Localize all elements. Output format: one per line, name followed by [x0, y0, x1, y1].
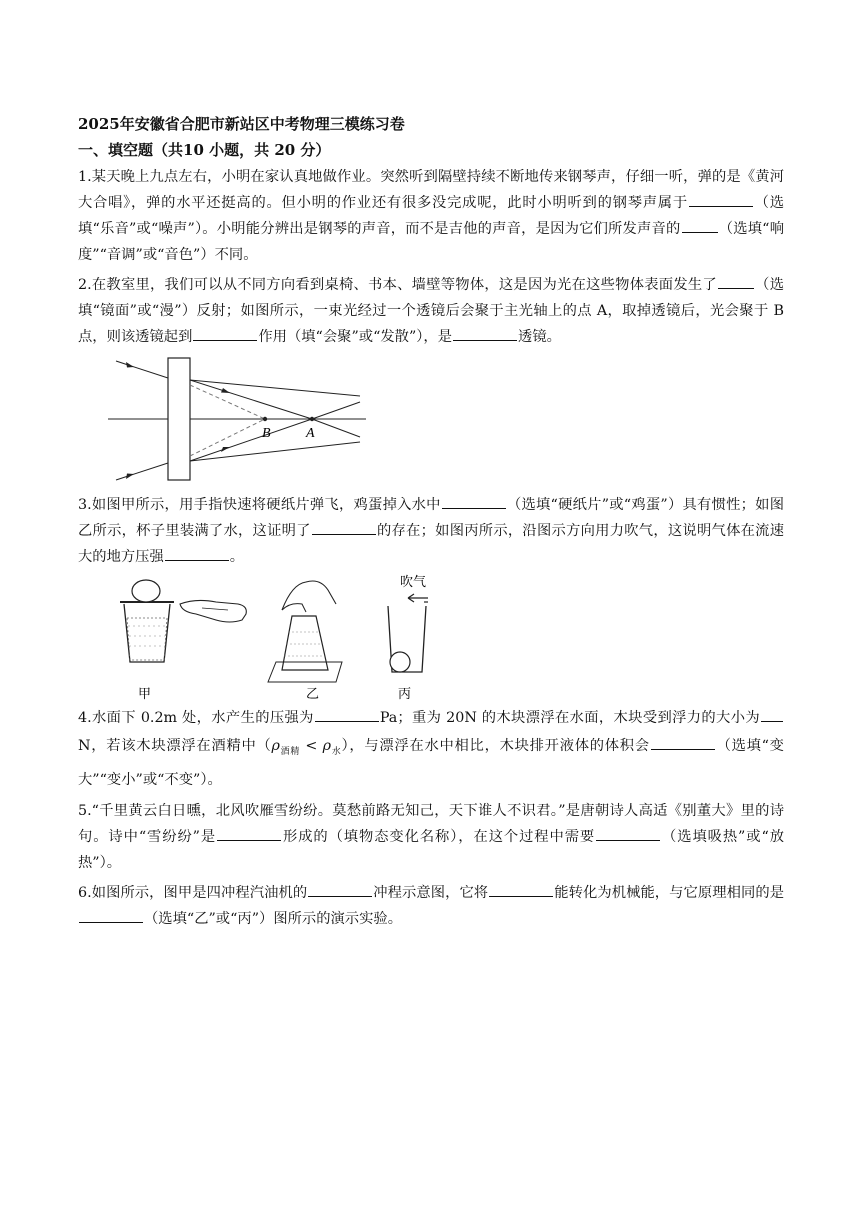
q3-text-b: （选填“硬纸片”或“鸡蛋”）具有惯性；如图乙所示，杯子里装满了水，这证明了 — [78, 497, 785, 539]
rho-symbol: ρ — [271, 738, 280, 754]
question-5 — [78, 798, 784, 876]
question-3 — [78, 492, 784, 570]
section-heading: 一、填空题（共10 小题，共 20 分） — [78, 141, 331, 159]
answer-blank[interactable] — [312, 519, 376, 535]
q2-text-b: （选填“镜面”或“漫”）反射；如图所示，一束光经过一个透镜后会聚于主光轴上的点 A，取掉透镜后，光会聚于 B 点，则该透镜起到 — [78, 277, 785, 345]
q4-text-e: （选填“变大”“变小”或“不变”）。 — [78, 738, 784, 788]
answer-blank[interactable] — [193, 325, 257, 341]
question-6 — [78, 880, 784, 932]
q6-text-a: 6.如图所示，图甲是四冲程汽油机的 — [78, 884, 308, 901]
label-blow: 吹气 — [400, 574, 427, 589]
q6-text-c: 能转化为机械能，与它原理相同的是 — [554, 884, 785, 901]
question-1 — [78, 164, 784, 268]
q1-text-b: （选填“乐音”或“噪声”）。小明能分辨出是钢琴的声音，而不是吉他的声音，是因为它们所发声音的 — [78, 195, 784, 237]
question-4 — [78, 704, 784, 794]
q3-text-d: 。 — [229, 549, 245, 565]
answer-blank[interactable] — [315, 706, 379, 722]
q2-text-a: 2.在教室里，我们可以从不同方向看到桌椅、书本、墙壁等物体，这是因为光在这些物体表面发生了 — [78, 277, 717, 293]
q5-text-c: （选填吸热”或“放热”）。 — [78, 828, 784, 871]
label-b: B — [262, 426, 271, 441]
question-2 — [78, 272, 784, 350]
q2-text-d: 透镜。 — [518, 329, 561, 345]
label-yi: 乙 — [306, 686, 320, 701]
answer-blank[interactable] — [217, 825, 281, 841]
q6-text-d: （选填“乙”或“丙”）图所示的演示实验。 — [144, 910, 402, 927]
q1-text-a: 1.某天晚上九点左右，小明在家认真地做作业。突然听到隔壁持续不断地传来钢琴声，仔细一听，弹的是《黄河大合唱》，弹的水平还挺高的。但小明的作业还有很多没完成呢，此时小明听到的钢琴声属于 — [78, 169, 784, 211]
answer-blank[interactable] — [453, 325, 517, 341]
q5-text-b: 形成的（填物态变化名称），在这个过程中需要 — [282, 828, 596, 845]
q2-text-c: 作用（填“会聚”或“发散”），是 — [258, 329, 453, 345]
answer-blank[interactable] — [682, 217, 718, 233]
q4-text-b: Pa；重为 20N 的木块漂浮在水面，木块受到浮力的大小为 — [379, 710, 760, 726]
subscript-water: 水 — [331, 746, 342, 757]
exam-page — [78, 112, 784, 936]
q4-text-c: N，若该木块漂浮在酒精中（ — [78, 738, 272, 754]
answer-blank[interactable] — [308, 881, 372, 897]
rho-symbol: ρ — [322, 738, 332, 754]
answer-blank[interactable] — [718, 273, 754, 289]
answer-blank[interactable] — [651, 734, 715, 750]
q4-text-d: ），与漂浮在水中相比，木块排开液体的体积会 — [341, 738, 650, 754]
answer-blank[interactable] — [689, 191, 753, 207]
label-a: A — [306, 426, 315, 441]
answer-blank[interactable] — [442, 493, 506, 509]
figure-jia — [120, 580, 246, 701]
q1-text-c: （选填“响度”“音调”或“音色”）不同。 — [78, 221, 784, 263]
exam-title: 2025年安徽省合肥市新站区中考物理三模练习卷 — [78, 115, 405, 133]
label-bing: 丙 — [398, 686, 412, 701]
q6-text-b: 冲程示意图，它将 — [373, 884, 489, 901]
figure-bing — [388, 574, 428, 701]
inertia-pressure-figure — [106, 574, 466, 702]
answer-blank[interactable] — [596, 825, 660, 841]
q4-text-a: 4.水面下 0.2m 处，水产生的压强为 — [78, 710, 314, 726]
less-than: < — [300, 738, 323, 754]
answer-blank[interactable] — [79, 907, 143, 923]
subscript-alcohol: 酒精 — [279, 746, 301, 757]
q3-text-c: 的存在；如图丙所示，沿图示方向用力吹气，这说明气体在流速大的地方压强 — [78, 523, 785, 565]
answer-blank[interactable] — [489, 881, 553, 897]
q5-text-a: 5.“千里黄云白日曛，北风吹雁雪纷纷。莫愁前路无知己，天下谁人不识君。”是唐朝诗人高适《别董大》里的诗句。诗中“雪纷纷”是 — [78, 802, 784, 845]
figure-yi — [268, 581, 342, 701]
q3-text-a: 3.如图甲所示，用手指快速将硬纸片弹飞，鸡蛋掉入水中 — [78, 497, 441, 513]
answer-blank[interactable] — [761, 706, 783, 722]
answer-blank[interactable] — [165, 545, 229, 561]
lens-diagram — [108, 356, 408, 488]
label-jia: 甲 — [138, 686, 152, 701]
